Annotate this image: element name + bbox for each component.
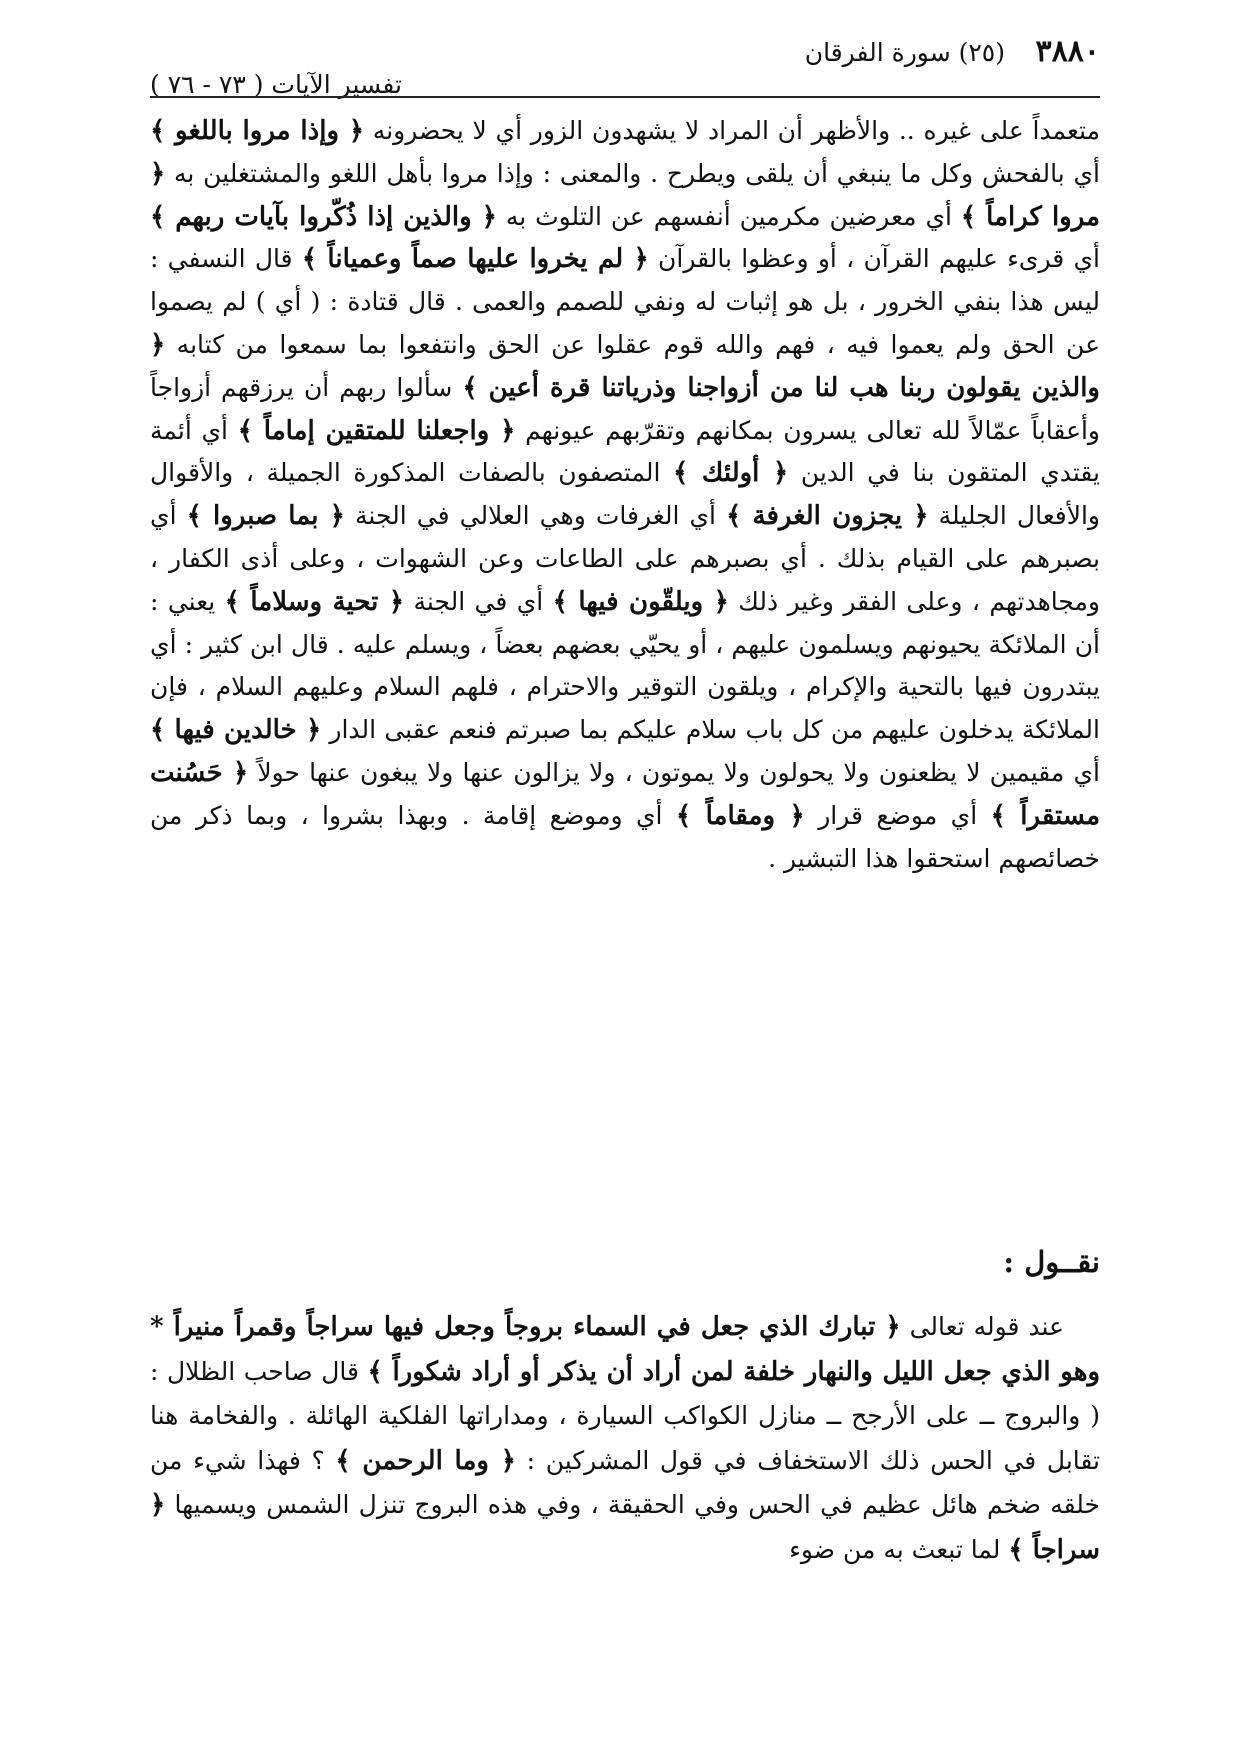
commentary-paragraph [150, 110, 1100, 880]
commentary-text-run: أي قرىء عليهم القرآن ، أو وعظوا بالقرآن [648, 244, 1101, 274]
commentary-text-run: أي الغرفات وهي العلالي في الجنة [344, 501, 727, 531]
commentary-text-run: أي في الجنة [404, 586, 553, 616]
quran-quote: ﴿ خالدين فيها ﴾ [150, 715, 322, 746]
quran-quote: ﴿ والذين إذا ذُكّروا بآيات ربهم ﴾ [150, 201, 497, 232]
section-text-run: عند قوله تعالى [900, 1312, 1064, 1341]
section-paragraph [150, 1305, 1100, 1572]
commentary-text [150, 110, 1100, 880]
quran-quote: ﴿ لم يخروا عليها صماً وعمياناً ﴾ [301, 244, 649, 275]
quran-quote: ﴿ تحية وسلاماً ﴾ [224, 586, 405, 617]
quran-quote: ﴿ ويلقّون فيها ﴾ [552, 586, 729, 617]
quran-quote: ﴿ يجزون الغرفة ﴾ [726, 501, 929, 532]
quran-quote: ﴿ تبارك الذي جعل في السماء بروجاً وجعل فيها سراجاً وقمراً منيراً * وهو الذي جعل الليل والنهار خلفة لمن أراد أن يذكر أو أراد شكوراً ﴾ [150, 1312, 1100, 1387]
section-text-run: لما تبعث به من ضوء [789, 1534, 1009, 1564]
section-text-run: ؟ فهذا شيء من خلقه ضخم هائل عظيم في الحس وفي الحقيقة ، وفي هذه البروج تنزل الشمس ويسميها [150, 1445, 1100, 1519]
header-divider [150, 96, 1100, 98]
commentary-text-run: أي مقيمين لا يظعنون ولا يحولون ولا يموتون ، ولا يزالون عنها ولا يبغون عنها حولاً [248, 757, 1100, 787]
section-heading: نقــول : [1003, 1245, 1100, 1279]
quran-quote: ﴿ أولئك ﴾ [673, 458, 789, 489]
commentary-text-run: أي أئمة يقتدي المتقون بنا في الدين [150, 415, 1101, 488]
quran-quote: ﴿ وإذا مروا باللغو ﴾ [150, 116, 365, 146]
section-text-run: قال صاحب الظلال : ( والبروج ــ على الأرجح ــ منازل الكواكب السيارة ، ومداراتها الفلكية الهائلة . والفخامة هنا تقابل في الحس ذلك الاستخفاف في قول المشركين : [150, 1356, 1100, 1475]
running-title: تفسير الآيات ( ٧٣ - ٧٦ ) [150, 70, 402, 99]
surah-name: (٢٥) سورة الفرقان [804, 38, 1005, 67]
commentary-text-run: سألوا ربهم أن يرزقهم أزواجاً وأعقاباً عمّالاً لله تعالى يسرون بمكانهم وتقرّبهم عيونهم [150, 372, 1101, 445]
commentary-text-run: المتصفون بالصفات المذكورة الجميلة ، والأقوال والأفعال الجليلة [150, 458, 1100, 531]
page-number: ٣٨٨٠ [1035, 34, 1100, 69]
quran-quote: ﴿ والذين يقولون ربنا هب لنا من أزواجنا وذرياتنا قرة أعين ﴾ [150, 329, 1100, 403]
quran-quote: ﴿ واجعلنا للمتقين إماماً ﴾ [237, 415, 516, 446]
section-text [150, 1305, 1100, 1572]
quran-quote: ﴿ بما صبروا ﴾ [186, 501, 345, 532]
commentary-text-run: أي وموضع إقامة . وبهذا بشروا ، وبما ذكر من خصائصهم استحقوا هذا التبشير . [150, 800, 1100, 873]
quran-quote: ﴿ وما الرحمن ﴾ [335, 1445, 516, 1476]
quran-quote: ﴿ سراجاً ﴾ [150, 1490, 1100, 1565]
quran-quote: ﴿ ومقاماً ﴾ [675, 800, 805, 831]
quran-quote: ﴿ حَسُنت مستقراً ﴾ [150, 757, 1100, 831]
commentary-text-run: أي بصبرهم على القيام بذلك . أي بصبرهم على الطاعات وعن الشهوات ، وعلى أذى الكفار ، ومجاهدتهم ، وعلى الفقر وغير ذلك [150, 501, 1101, 616]
commentary-text-run: أي بالفحش وكل ما ينبغي أن يلقى ويطرح . والمعنى : وإذا مروا بأهل اللغو والمشتغلين به [165, 158, 1100, 188]
page-header [150, 34, 1100, 99]
quran-quote: ﴿ مروا كراماً ﴾ [150, 158, 1101, 232]
commentary-text-run: أي موضع قرار [804, 800, 991, 830]
commentary-text-run: أي معرضين مكرمين أنفسهم عن التلوث به [496, 201, 961, 231]
commentary-text-run: يعني : أن الملائكة يحيونهم ويسلمون عليهم ، أو يحيّي بعضهم بعضاً ، ويسلم عليه . قال ابن كثير : أي يبتدرون فيها بالتحية والإكرام ، ويلقون التوقير والاحترام ، فلهم السلام وعليهم السلام ، فإن الملائكة يدخلون عليهم من كل باب سلام عليكم بما صبرتم فنعم عقبى الدار [150, 586, 1100, 745]
commentary-text-run: قال النسفي : ليس هذا بنفي الخرور ، بل هو إثبات له ونفي للصمم والعمى . قال قتادة : ( أي ) لم يصموا عن الحق ولم يعموا فيه ، فهم والله قوم عقلوا عن الحق وانتفعوا بما سمعوا من كتابه [150, 244, 1100, 359]
commentary-text-run: متعمداً على غيره .. والأظهر أن المراد لا يشهدون الزور أي لا يحضرونه [364, 116, 1100, 145]
